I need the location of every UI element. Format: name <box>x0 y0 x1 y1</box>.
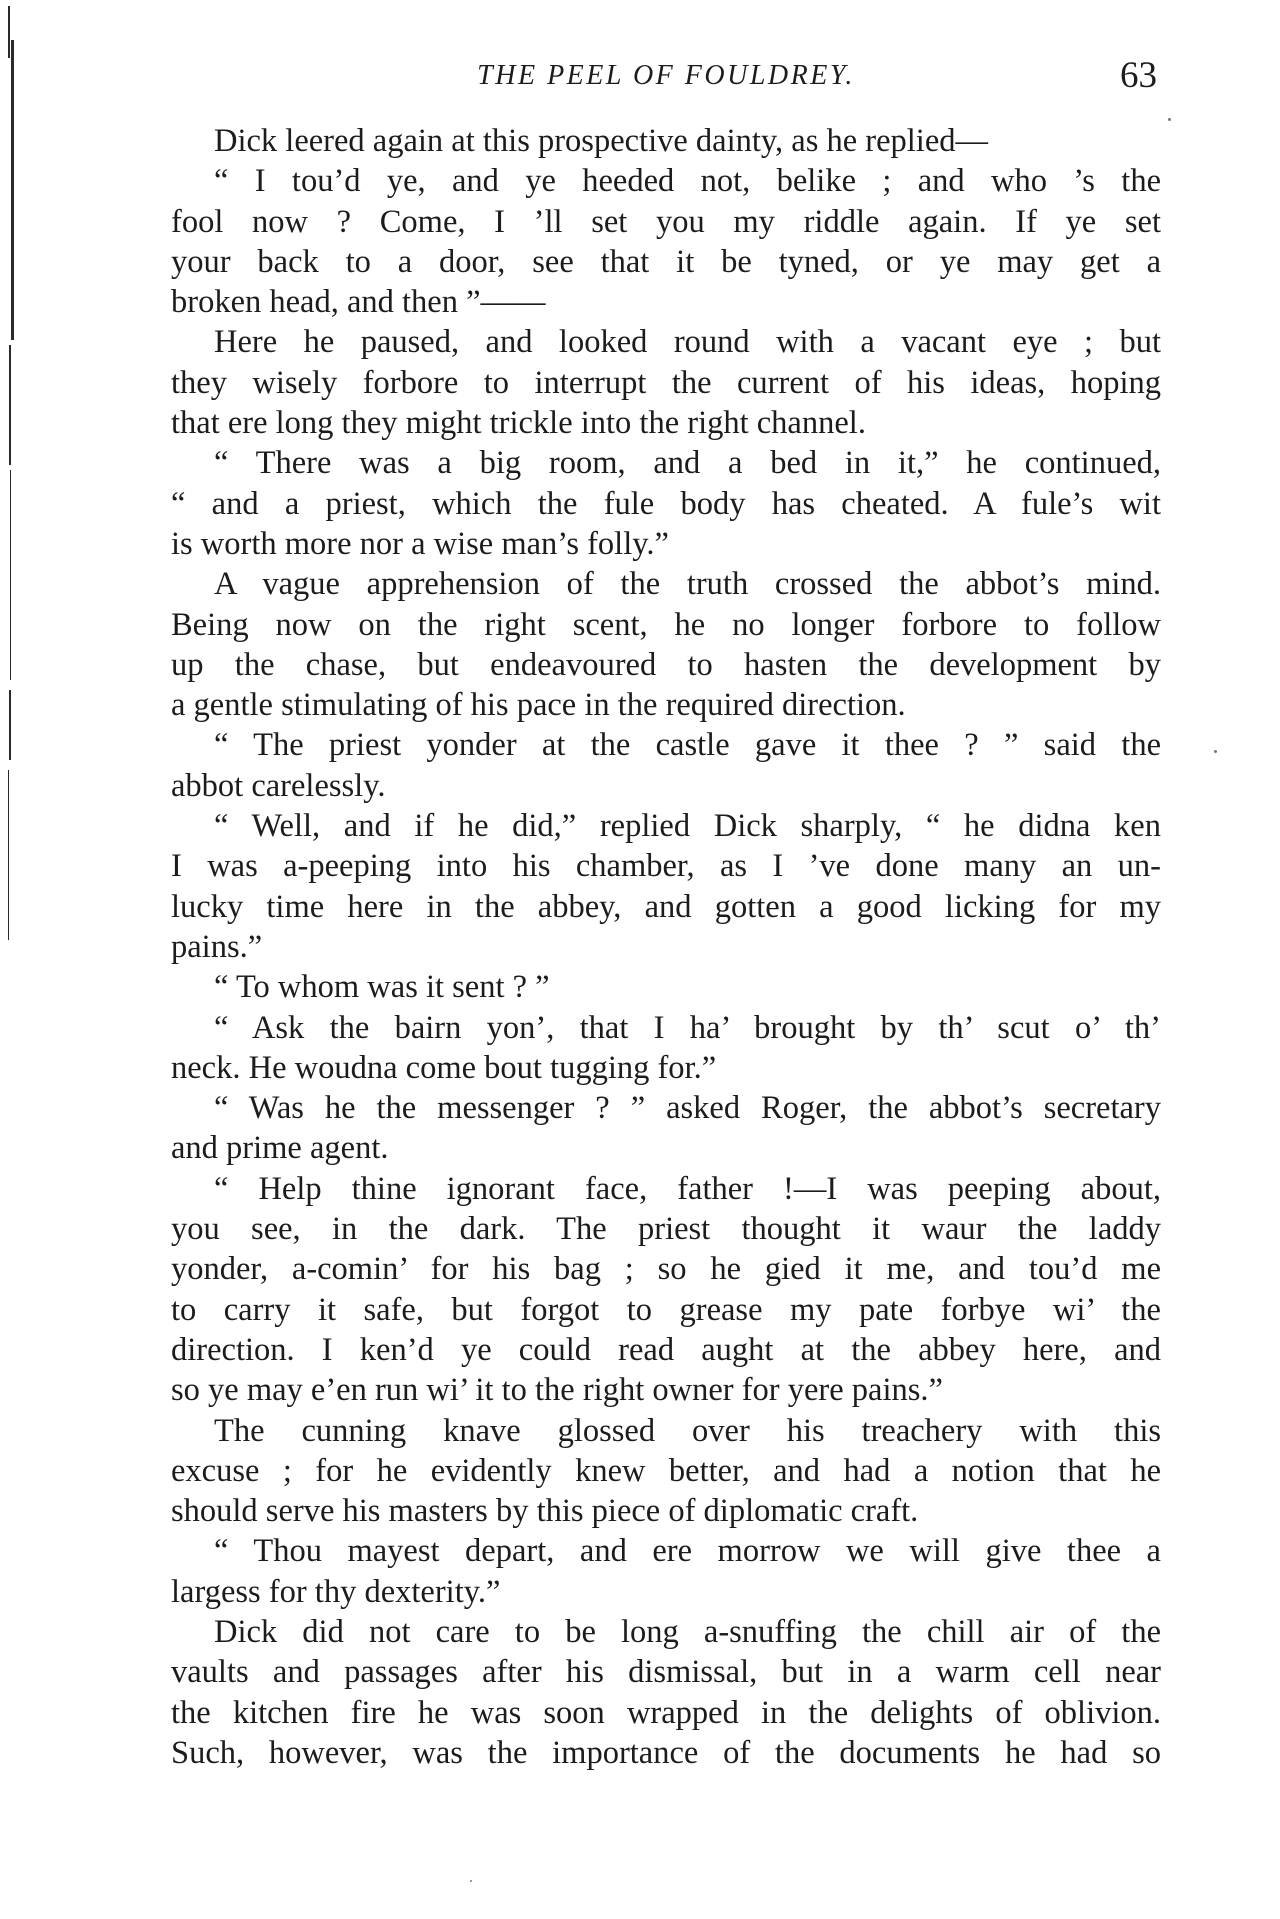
text-line: is worth more nor a wise man’s folly.” <box>171 525 669 562</box>
paragraph <box>171 1612 1161 1773</box>
paper-speck <box>1214 750 1217 753</box>
paragraph <box>171 161 1161 322</box>
paragraph <box>171 1169 1161 1411</box>
text-line: I was a-peeping into his chamber, as I ’ve done many an un- <box>171 848 1161 885</box>
text-line: and prime agent. <box>171 1130 389 1167</box>
text-line: your back to a door, see that it be tyned, or ye may get a <box>171 243 1161 280</box>
text-line: The cunning knave glossed over his treachery with this <box>214 1412 1161 1449</box>
text-line: you see, in the dark. The priest thought it waur the laddy <box>171 1211 1161 1248</box>
text-line: lucky time here in the abbey, and gotten a good licking for my <box>171 888 1161 925</box>
paragraph <box>171 1531 1161 1612</box>
paragraph <box>171 1411 1161 1532</box>
text-line: pains.” <box>171 928 263 965</box>
text-line: to carry it safe, but forgot to grease my pate forbye wi’ the <box>171 1291 1161 1328</box>
text-line: A vague apprehension of the truth crossed the abbot’s mind. <box>214 566 1161 603</box>
text-line: “ Thou mayest depart, and ere morrow we will give thee a <box>214 1533 1161 1570</box>
running-title: THE PEEL OF FOULDREY. <box>477 60 855 91</box>
text-line: neck. He woudna come bout tugging for.” <box>171 1049 717 1086</box>
text-line: yonder, a-comin’ for his bag ; so he gied it me, and tou’d me <box>171 1251 1161 1288</box>
text-line: fool now ? Come, I ’ll set you my riddle again. If ye set <box>171 203 1161 240</box>
text-line: “ Was he the messenger ? ” asked Roger, the abbot’s secretary <box>214 1090 1161 1127</box>
text-line: a gentle stimulating of his pace in the required direction. <box>171 687 906 724</box>
text-line: excuse ; for he evidently knew better, and had a notion that he <box>171 1452 1161 1489</box>
text-line: up the chase, but endeavoured to hasten the development by <box>171 646 1161 683</box>
paragraph <box>171 1008 1161 1089</box>
text-line: Dick leered again at this prospective dainty, as he replied— <box>214 123 989 159</box>
text-line: “ Ask the bairn yon’, that I ha’ brought by th’ scut o’ th’ <box>214 1009 1161 1046</box>
text-line: “ I tou’d ye, and ye heeded not, belike ; and who ’s the <box>214 163 1161 200</box>
text-line: Here he paused, and looked round with a vacant eye ; but <box>214 324 1161 361</box>
paragraph <box>171 725 1161 806</box>
text-line: “ To whom was it sent ? ” <box>214 969 550 1006</box>
running-head <box>171 56 1161 106</box>
text-line: largess for thy dexterity.” <box>171 1573 501 1610</box>
text-line: Being now on the right scent, he no longer forbore to follow <box>171 606 1161 643</box>
text-line: abbot carelessly. <box>171 767 386 804</box>
text-line: “ The priest yonder at the castle gave it thee ? ” said the <box>214 727 1161 764</box>
body-text <box>171 121 1161 1773</box>
text-line: the kitchen fire he was soon wrapped in the delights of oblivion. <box>171 1694 1161 1731</box>
text-line: vaults and passages after his dismissal, but in a warm cell near <box>171 1654 1161 1691</box>
paragraph <box>171 806 1161 967</box>
text-line: so ye may e’en run wi’ it to the right owner for yere pains.” <box>171 1372 943 1409</box>
paragraph <box>171 564 1161 725</box>
paragraph <box>171 1088 1161 1169</box>
text-line: direction. I ken’d ye could read aught at the abbey here, and <box>171 1331 1161 1368</box>
paragraph <box>171 443 1161 564</box>
text-line: they wisely forbore to interrupt the current of his ideas, hoping <box>171 364 1161 401</box>
text-line: Such, however, was the importance of the documents he had so <box>171 1734 1161 1771</box>
page-number: 63 <box>1120 55 1157 96</box>
paper-speck <box>470 1880 472 1882</box>
text-line: “ and a priest, which the fule body has cheated. A fule’s wit <box>171 485 1161 522</box>
text-line: that ere long they might trickle into the right channel. <box>171 405 866 442</box>
text-line: broken head, and then ”—— <box>171 284 546 321</box>
binding-edge-shadow <box>0 0 26 1919</box>
text-line: Dick did not care to be long a-snuffing the chill air of the <box>214 1613 1161 1650</box>
text-line: should serve his masters by this piece of diplomatic craft. <box>171 1493 919 1530</box>
paper-speck <box>1168 118 1171 121</box>
paragraph <box>171 322 1161 443</box>
paragraph <box>171 121 1161 161</box>
text-line: “ Well, and if he did,” replied Dick sharply, “ he didna ken <box>214 808 1161 845</box>
text-line: “ There was a big room, and a bed in it,” he continued, <box>214 445 1161 482</box>
paragraph <box>171 967 1161 1007</box>
text-line: “ Help thine ignorant face, father !—I was peeping about, <box>214 1170 1161 1207</box>
